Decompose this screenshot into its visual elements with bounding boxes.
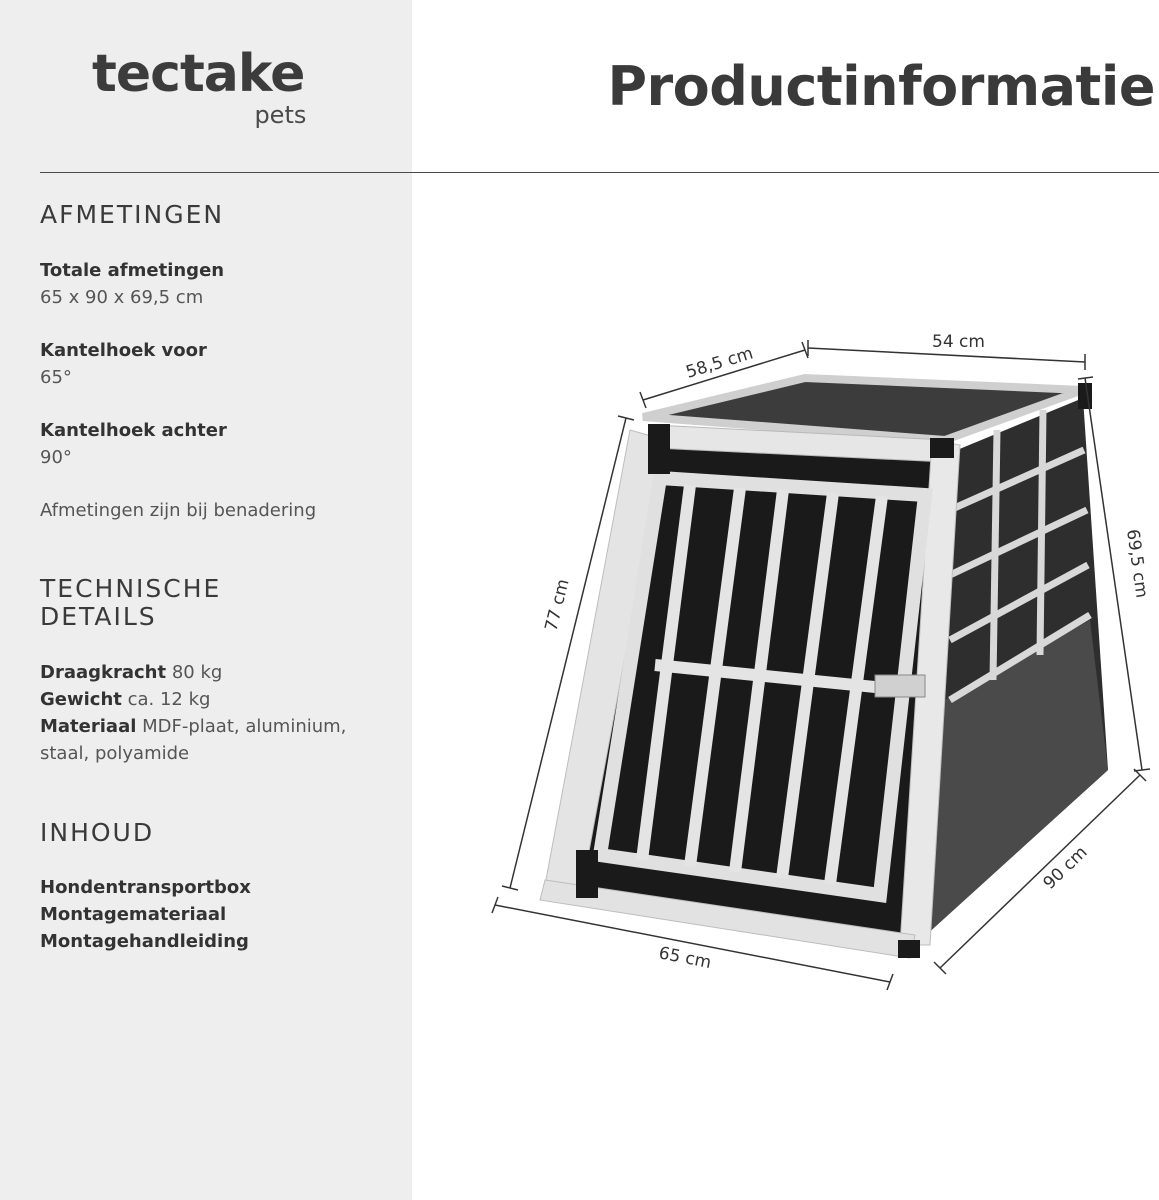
- note-approximate: Afmetingen zijn bij benadering: [40, 500, 317, 521]
- label-materiaal: Materiaal: [40, 716, 137, 737]
- value-materiaal-2: staal, polyamide: [40, 743, 190, 764]
- row-gewicht: [40, 686, 210, 713]
- row-materiaal: [40, 713, 346, 740]
- value-materiaal: MDF-plaat, aluminium,: [136, 716, 347, 737]
- label-totale-afmetingen: Totale afmetingen: [40, 260, 225, 281]
- heading-technische-2: DETAILS: [40, 602, 157, 631]
- header-divider: [40, 172, 1159, 173]
- brand-logo: [92, 44, 307, 129]
- heading-afmetingen: AFMETINGEN: [40, 200, 225, 229]
- dog-crate-illustration: [412, 174, 1159, 1200]
- list-item-montagemateriaal: Montagemateriaal: [40, 904, 227, 925]
- row-draagkracht: [40, 659, 222, 686]
- label-draagkracht: Draagkracht: [40, 662, 167, 683]
- label-kantelhoek-voor: Kantelhoek voor: [40, 340, 207, 361]
- dim-depth-top: 58,5 cm: [683, 343, 756, 383]
- list-item-hondentransportbox: Hondentransportbox: [40, 877, 251, 898]
- dim-height-front: 77 cm: [541, 576, 574, 634]
- crate-door-latch: [875, 675, 925, 697]
- dim-height-back: 69,5 cm: [1122, 527, 1152, 600]
- label-gewicht: Gewicht: [40, 689, 122, 710]
- value-totale-afmetingen: 65 x 90 x 69,5 cm: [40, 287, 204, 308]
- label-kantelhoek-achter: Kantelhoek achter: [40, 420, 227, 441]
- dim-depth-bottom: 90 cm: [1039, 842, 1092, 894]
- brand-sub: pets: [254, 101, 307, 129]
- heading-inhoud: INHOUD: [40, 818, 155, 847]
- value-gewicht: ca. 12 kg: [121, 689, 211, 710]
- brand-name: tectake: [92, 44, 305, 104]
- value-kantelhoek-voor: 65°: [40, 367, 72, 388]
- list-item-montagehandleiding: Montagehandleiding: [40, 931, 249, 952]
- dim-width-bottom: 65 cm: [657, 943, 713, 974]
- dim-width-top: 54 cm: [932, 332, 985, 352]
- page-title: Productinformatie: [607, 55, 1155, 118]
- value-kantelhoek-achter: 90°: [40, 447, 72, 468]
- heading-technische-1: TECHNISCHE: [40, 574, 222, 603]
- value-draagkracht: 80 kg: [166, 662, 223, 683]
